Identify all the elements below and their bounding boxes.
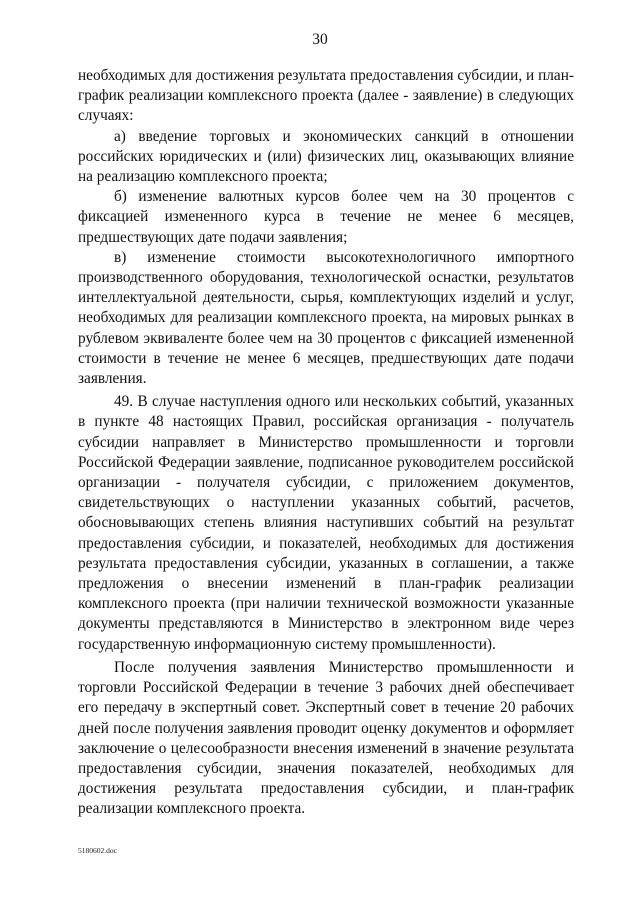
paragraph-item-c: в) изменение стоимости высокотехнологичного импортного производственного оборудования, технологической оснастки, результатов интеллектуальной деятельности, сырья, комплектующих изделий и услуг, необходимых для реализации комплексного проекта, на мировых рынках в рублевом эквиваленте более чем на 30 процентов с фиксацией измененной стоимости в течение не менее 6 месяцев, предшествующих дате подачи заявления. <box>78 248 574 388</box>
paragraph-item-a: а) введение торговых и экономических санкций в отношении российских юридических и (или) физических лиц, оказывающих влияние на реализацию комплексного проекта; <box>78 127 574 186</box>
document-file-code: 5180602.doc <box>78 846 117 855</box>
document-body <box>78 66 574 820</box>
paragraph-procedure: После получения заявления Министерство промышленности и торговли Российской Федерации в течение 3 рабочих дней обеспечивает его передачу в экспертный совет. Экспертный совет в течение 20 рабочих дней после получения заявления проводит оценку документов и оформляет заключение о целесообразности внесения изменений в значение результата предоставления субсидии, значения показателей, необходимых для достижения результата предоставления субсидии, и план-график реализации комплексного проекта. <box>78 658 574 818</box>
paragraph-clause-49: 49. В случае наступления одного или нескольких событий, указанных в пункте 48 настоящих Правил, российская организация - получатель субсидии направляет в Министерство промышленности и торговли Российской Федерации заявление, подписанное руководителем российской организации - получателя субсидии, с приложением документов, свидетельствующих о наступлении указанных событий, расчетов, обосновывающих степень влияния наступивших событий на результат предоставления субсидии, и показателей, необходимых для достижения результата предоставления субсидии, указанных в соглашении, а также предложения о внесении изменений в план-график реализации комплексного проекта (при наличии технической возможности указанные документы представляются в Министерство в электронном виде через государственную информационную систему промышленности). <box>78 393 574 653</box>
page-number: 30 <box>312 31 328 48</box>
paragraph-continuation: необходимых для достижения результата предоставления субсидии, и план-график реализации комплексного проекта (далее - заявление) в следующих случаях: <box>78 67 574 125</box>
paragraph-item-b: б) изменение валютных курсов более чем на 30 процентов с фиксацией измененного курса в течение не менее 6 месяцев, предшествующих дате подачи заявления; <box>78 188 574 246</box>
